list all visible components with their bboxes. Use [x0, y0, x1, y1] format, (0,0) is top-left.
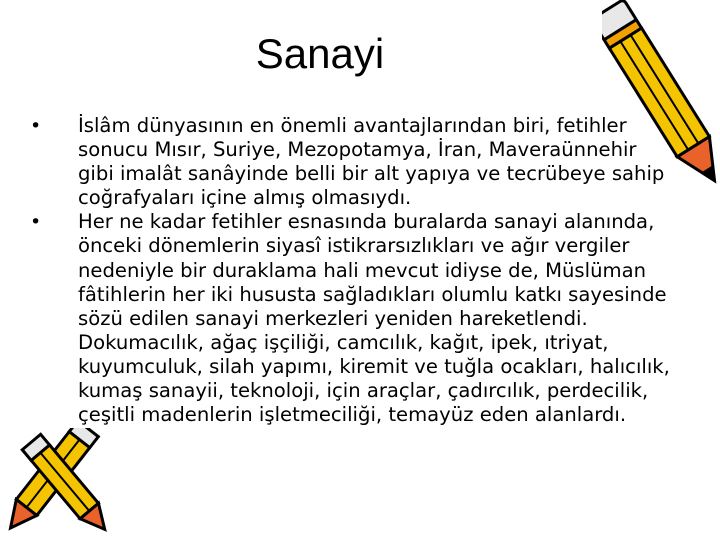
- bullet-text: İslâm dünyasının en önemli avantajlarından biri, fetihler sonucu Mısır, Suriye, Mezopotamya, İran, Maveraünnehir gibi imalât sanâyinde belli bir alt yapıya ve tecrübeye sahip coğrafyaları içine almış olmasıydı.: [78, 114, 665, 210]
- bullet-icon: •: [30, 115, 42, 137]
- bullet-item: [30, 210, 670, 427]
- bullet-list: [30, 114, 670, 427]
- bullet-text: Her ne kadar fetihler esnasında buralarda sanayi alanında, önceki dönemlerin siyasî istikrarsızlıkları ve ağır vergiler nedeniyle bir duraklama hali mevcut idiyse de, Müslüman fâtihlerin her iki hususta sağladıkları olumlu katkı sayesinde sözü edilen sanayi merkezleri yeniden hareketlendi. Dokumacılık, ağaç işçiliği, camcılık, kağıt, ipek, ıtriyat, kuyumculuk, silah yapımı, kiremit ve tuğla ocakları, halıcılık, kumaş sanayii, teknoloji, için araçlar, çadırcılık, perdecilik, çeşitli madenlerin işletmeciliği, temayüz eden alanlardı.: [78, 210, 670, 427]
- bullet-icon: •: [30, 211, 42, 234]
- slide-title: Sanayi: [255, 30, 385, 77]
- bullet-item: [30, 114, 670, 210]
- pencils-icon: [0, 428, 120, 540]
